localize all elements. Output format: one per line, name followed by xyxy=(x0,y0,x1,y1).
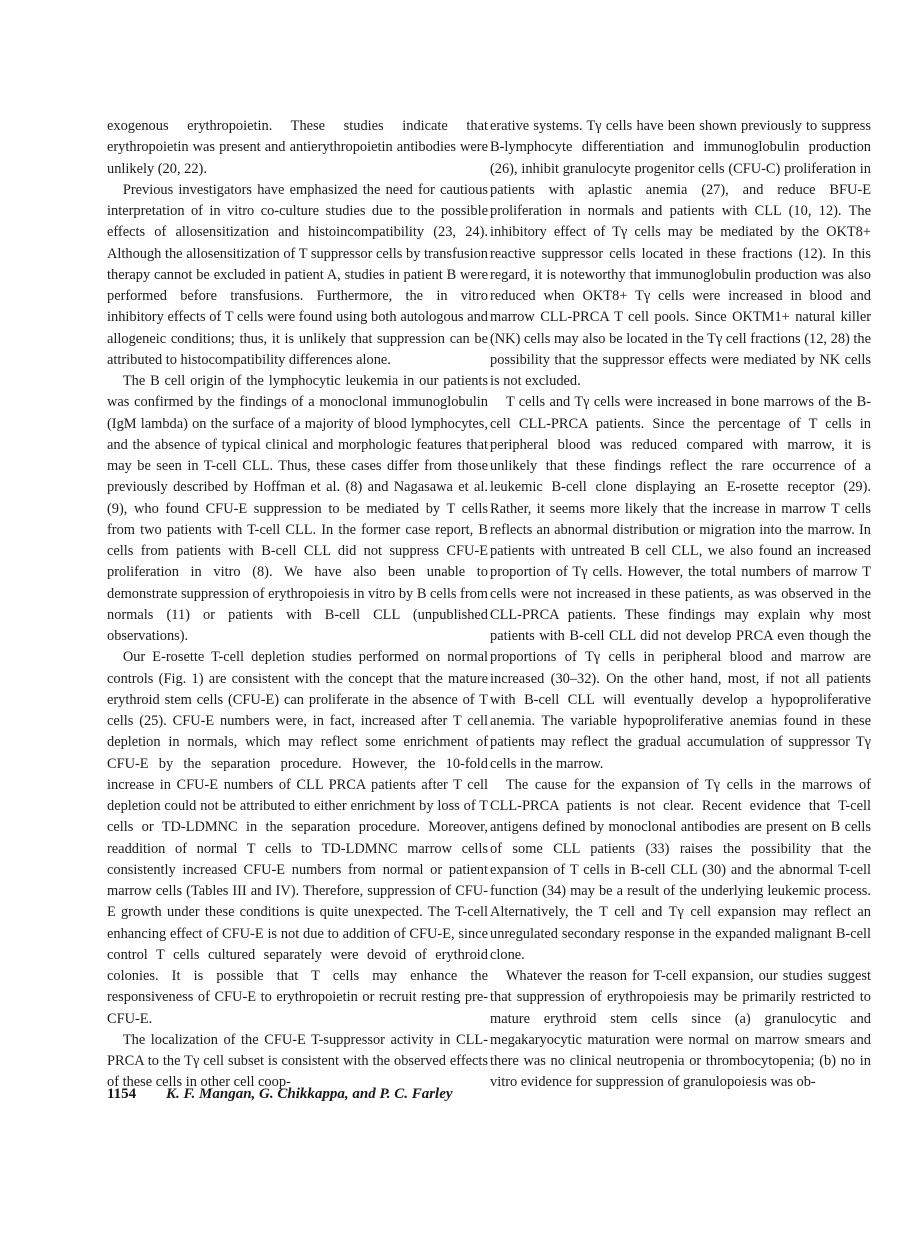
paragraph: Whatever the reason for T-cell expansion, our studies suggest that suppression of erythropoiesis may be primarily restricted to mature erythroid stem cells since (a) granulocytic and megakaryocytic maturation were normal on marrow smears and there was no clinical neutropenia or thrombocytopenia; (b) no in vitro evidence for suppression of granulopoiesis was ob- xyxy=(490,968,871,1091)
right-column xyxy=(490,116,871,1094)
paragraph: exogenous erythropoietin. These studies indicate that erythropoietin was present and antierythropoietin antibodies were unlikely (20, 22). xyxy=(107,118,488,177)
page-footer xyxy=(107,1086,453,1103)
paragraph: Our E-rosette T-cell depletion studies performed on normal controls (Fig. 1) are consistent with the concept that the mature erythroid stem cells (CFU-E) can proliferate in the absence of T cells (25). CFU-E numbers were, in fact, increased after T cell depletion in normals, which may reflect some enrichment of CFU-E by the separation procedure. However, the 10-fold increase in CFU-E numbers of CLL PRCA patients after T cell depletion could not be attributed to either enrichment by loss of T cells or TD-LDMNC in the separation procedure. Moreover, readdition of normal T cells to TD-LDMNC marrow cells consistently increased CFU-E numbers from normal or patient marrow cells (Tables III and IV). Therefore, suppression of CFU-E growth under these conditions is quite unexpected. The T-cell enhancing effect of CFU-E is not due to addition of CFU-E, since control T cells cultured separately were devoid of erythroid colonies. It is possible that T cells may enhance the responsiveness of CFU-E to erythropoietin or recruit resting pre-CFU-E. xyxy=(107,649,488,1027)
page-number: 1154 xyxy=(107,1086,137,1102)
left-column xyxy=(107,116,488,1094)
paragraph: T cells and Tγ cells were increased in bone marrows of the B-cell CLL-PRCA patients. Since the percentage of T cells in peripheral blood was reduced compared with marrow, it is unlikely that these findings reflect the rare occurrence of a leukemic B-cell clone displaying an E-rosette receptor (29). Rather, it seems more likely that the increase in marrow T cells reflects an abnormal distribution or migration into the marrow. In patients with untreated B cell CLL, we also found an increased proportion of Tγ cells. However, the total numbers of marrow T cells were not increased in these patients, as was observed in the CLL-PRCA patients. These findings may explain why most patients with B-cell CLL did not develop PRCA even though the proportions of Tγ cells in peripheral blood and marrow are increased (30–32). On the other hand, most, if not all patients with B-cell CLL will eventually develop a hypoproliferative anemia. The variable hypoproliferative anemias found in these patients may reflect the gradual accumulation of suppressor Tγ cells in the marrow. xyxy=(490,394,871,772)
paragraph: The B cell origin of the lymphocytic leukemia in our patients was confirmed by the findings of a monoclonal immunoglobulin (IgM lambda) on the surface of a majority of blood lymphocytes, and the absence of typical clinical and morphologic features that may be seen in T-cell CLL. Thus, these cases differ from those previously described by Hoffman et al. (8) and Nagasawa et al. (9), who found CFU-E suppression to be mediated by T cells from two patients with T-cell CLL. In the former case report, B cells from patients with B-cell CLL did not suppress CFU-E proliferation in vitro (8). We have also been unable to demonstrate suppression of erythropoiesis in vitro by B cells from normals (11) or patients with B-cell CLL (unpublished observations). xyxy=(107,373,488,644)
paragraph: The localization of the CFU-E T-suppressor activity in CLL-PRCA to the Tγ cell subset is consistent with the observed effects of these cells in other cell coop- xyxy=(107,1031,488,1091)
paragraph: The cause for the expansion of Tγ cells in the marrows of CLL-PRCA patients is not clear. Recent evidence that T-cell antigens defined by monoclonal antibodies are present on B cells of some CLL patients (33) raises the possibility that the expansion of T cells in B-cell CLL (30) and the abnormal T-cell function (34) may be a result of the underlying leukemic process. Alternatively, the T cell and Tγ cell expansion may reflect an unregulated secondary response in the expanded malignant B-cell clone. xyxy=(490,776,871,963)
author-line: K. F. Mangan, G. Chikkappa, and P. C. Farley xyxy=(165,1086,453,1102)
paragraph: erative systems. Tγ cells have been shown previously to suppress B-lymphocyte differentiation and immunoglobulin production (26), inhibit granulocyte progenitor cells (CFU-C) proliferation in patients with aplastic anemia (27), and reduce BFU-E proliferation in normals and patients with CLL (10, 12). The inhibitory effect of Tγ cells may be mediated by the OKT8+ reactive suppressor cells located in these fractions (12). In this regard, it is noteworthy that immunoglobulin production was also reduced when OKT8+ Tγ cells were increased in blood and marrow CLL-PRCA T cell pools. Since OKTM1+ natural killer (NK) cells may also be located in the Tγ cell fractions (12, 28) the possibility that the suppressor effects were mediated by NK cells is not excluded. xyxy=(490,118,871,389)
paragraph: Previous investigators have emphasized the need for cautious interpretation of in vitro co-culture studies due to the possible effects of allosensitization and histoincompatibility (23, 24). Although the allosensitization of T suppressor cells by transfusion therapy cannot be excluded in patient A, studies in patient B were performed before transfusions. Furthermore, the in vitro inhibitory effects of T cells were found using both autologous and allogeneic conditions; thus, it is unlikely that suppression can be attributed to histocompatibility differences alone. xyxy=(107,181,488,368)
